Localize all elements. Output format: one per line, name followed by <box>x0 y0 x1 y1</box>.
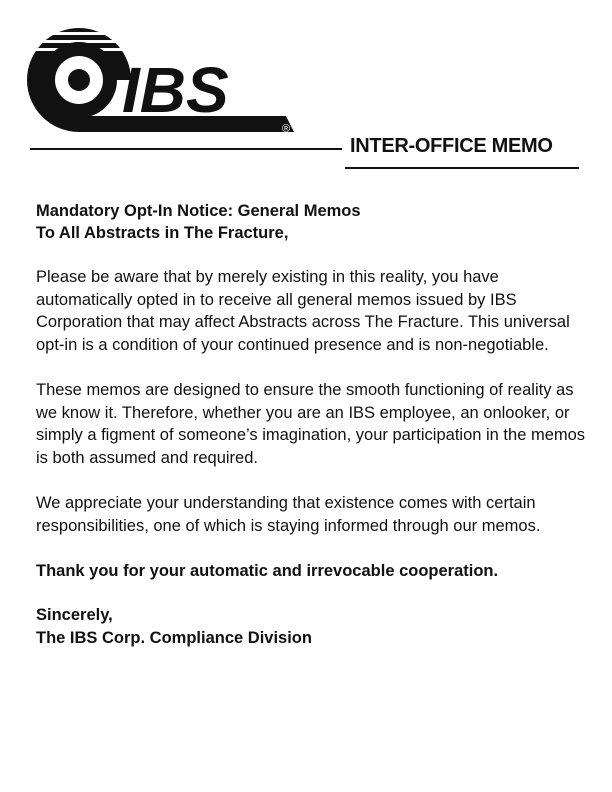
header-rule-right <box>345 167 579 169</box>
memo-title: INTER-OFFICE MEMO <box>350 135 553 157</box>
thanks-line: Thank you for your automatic and irrevocable cooperation. <box>36 562 499 580</box>
logo-text: IBS <box>122 54 229 126</box>
registered-mark: ® <box>282 123 291 135</box>
signature: The IBS Corp. Compliance Division <box>36 629 312 647</box>
ibs-logo <box>24 20 314 145</box>
memo-subject <box>36 200 596 244</box>
memo-body <box>36 200 596 650</box>
header-rule-left <box>30 148 342 150</box>
closing: Sincerely, <box>36 606 113 624</box>
ibs-logo-graphic <box>24 20 314 140</box>
subject-line-1: Mandatory Opt-In Notice: General Memos <box>36 202 361 220</box>
paragraph-2: These memos are designed to ensure the smooth functioning of reality as we know it. Therefore, whether you are an IBS employee, an onlooker, or simply a figment of someone’s imagination, your participation in the memos is both assumed and required. <box>36 381 586 467</box>
paragraph-1: Please be aware that by merely existing in this reality, you have automatically opted in to receive all general memos issued by IBS Corporation that may affect Abstracts across The Fracture. This universal opt-in is a condition of your continued presence and is non-negotiable. <box>36 268 570 354</box>
paragraph-3: We appreciate your understanding that existence comes with certain responsibilities, one of which is staying informed through our memos. <box>36 494 541 535</box>
signoff <box>36 604 596 650</box>
subject-line-2: To All Abstracts in The Fracture, <box>36 224 289 242</box>
